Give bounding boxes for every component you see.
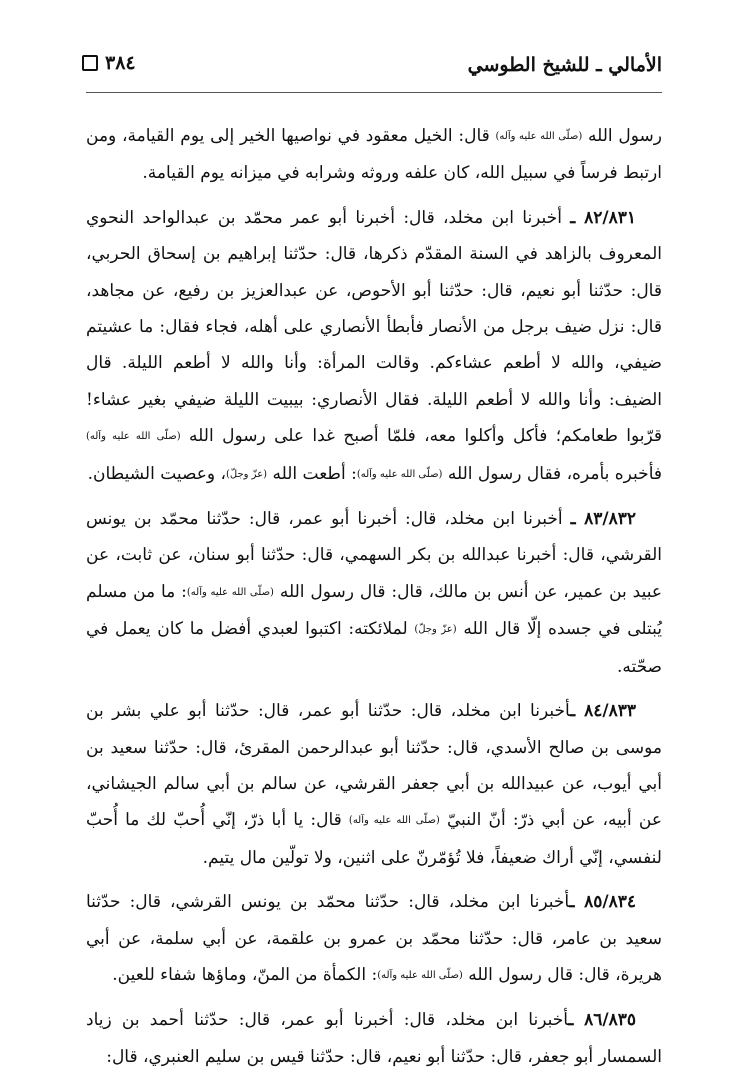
- hadith-831: [86, 200, 662, 493]
- hadith-number: ٨٥/٨٣٤ ـ: [569, 892, 636, 913]
- paragraph-intro: [86, 118, 662, 192]
- page-number-block: [82, 52, 136, 74]
- text-span: أخبرنا ابن مخلد، قال: أخبرنا أبو عمر، قال: حدّثنا أحمد بن زياد السمسار أبو جعفر، قال: حدّثنا أبو نعيم، قال: حدّثنا قيس بن سليم العنبري، قال:: [86, 1010, 662, 1067]
- text-span: أخبرنا ابن مخلد، قال: أخبرنا أبو عمر، قال: حدّثنا محمّد بن يونس القرشي، قال: أخبرنا عبدالله بن بكر السهمي، قال: حدّثنا أبو سنان، عن ثابت، عن عبيد بن عمير، عن أنس بن مالك، قال: قال رسول الله: [86, 509, 662, 602]
- text-span: رسول الله: [582, 126, 662, 146]
- square-ornament-icon: [82, 55, 98, 71]
- salutation: (صلّى الله عليه وآله): [348, 815, 440, 827]
- hadith-number: ٨٤/٨٣٣ ـ: [570, 701, 636, 722]
- salutation: (صلّى الله عليه وآله): [356, 468, 443, 480]
- hadith-834: [86, 884, 662, 994]
- salutation: (صلّى الله عليه وآله): [377, 969, 463, 981]
- salutation: (عزّ وجلّ): [226, 468, 268, 480]
- running-title: الأمالي ـ للشيخ الطوسي: [467, 54, 662, 76]
- text-span: أخبرنا ابن مخلد، قال: حدّثنا أبو عمر، قال: حدّثنا أبو علي بشر بن موسى بن صالح الأسدي، قال: حدّثنا أبو عبدالرحمن المقرئ، قال: حدّثنا سعيد بن أبي أيوب، عن عبيدالله بن أبي جعفر القرشي، عن سالم بن أبي سالم الجيشاني، عن أبيه، عن أبي ذرّ: أنّ النبيّ: [86, 701, 662, 831]
- header-rule: [86, 92, 662, 93]
- text-span: : ما من مسلم يُبتلى في جسده إلّا قال الله: [86, 581, 662, 640]
- text-span: قال: الخيل معقود في نواصيها الخير إلى يوم القيامة، ومن ارتبط فرساً في سبيل الله، كان علفه وروثه وشرابه في ميزانه يوم القيامة.: [86, 126, 662, 184]
- hadith-833: [86, 693, 662, 876]
- salutation: (صلّى الله عليه وآله): [86, 431, 181, 443]
- page-body: [86, 118, 662, 1083]
- text-span: قال: يا أبا ذرّ، إنّي أُحبّ لك ما أُحبّ لنفسي، إنّي أراك ضعيفاً، فلا تُؤمّرنّ على اثنين، ولا تولّين مال يتيم.: [86, 810, 662, 868]
- salutation: (صلّى الله عليه وآله): [186, 586, 274, 598]
- text-span: فأخبره بأمره، فقال رسول الله: [442, 463, 662, 484]
- text-span: لملائكته: اكتبوا لعبدي أفضل ما كان يعمل في صحّته.: [86, 619, 662, 677]
- salutation: (صلّى الله عليه وآله): [495, 131, 583, 142]
- hadith-number: ٨٦/٨٣٥ ـ: [568, 1010, 636, 1031]
- text-span: أخبرنا ابن مخلد، قال: أخبرنا أبو عمر محمّد بن عبدالواحد النحوي المعروف بالزاهد في السنة المقدّم ذكرها، قال: حدّثنا إبراهيم بن إسحاق الحربي، قال: حدّثنا أبو نعيم، قال: حدّثنا أبو الأحوص، عن عبدالعزيز بن رفيع، عن مجاهد، قال: نزل ضيف برجل من الأنصار فأبطأ الأنصاري على أهله، فجاء فقال: ما عشيتم ضيفي، والله لا أطعم عشاءكم. وقالت المرأة: وأنا والله لا أطعم الليلة. قال الضيف: وأنا والله لا أطعم الليلة. فقال الأنصاري: بيبيت الليلة ضيفي بغير عشاء! قرّبوا طعامكم؛ فأكل وأكلوا معه، فلمّا أصبح غدا على رسول الله: [86, 207, 662, 447]
- hadith-number: ٨٢/٨٣١ ـ: [570, 207, 637, 228]
- text-span: : أطعت الله: [267, 463, 357, 484]
- hadith-835: [86, 1002, 662, 1075]
- hadith-832: [86, 501, 662, 685]
- salutation: (عزّ وجلّ): [414, 624, 457, 636]
- text-span: ، وعصيت الشيطان.: [87, 463, 227, 484]
- hadith-number: ٨٣/٨٣٢ ـ: [570, 509, 636, 530]
- text-span: : الكمأة من المنّ، وماؤها شفاء للعين.: [112, 964, 378, 985]
- text-span: أخبرنا ابن مخلد، قال: حدّثنا محمّد بن يونس القرشي، قال: حدّثنا سعيد بن عامر، قال: حدّثنا محمّد بن عمرو بن علقمة، عن أبي سلمة، عن أبي هريرة، قال: قال رسول الله: [86, 892, 662, 985]
- page-number: ٣٨٤: [105, 52, 136, 74]
- page-header: [82, 52, 662, 86]
